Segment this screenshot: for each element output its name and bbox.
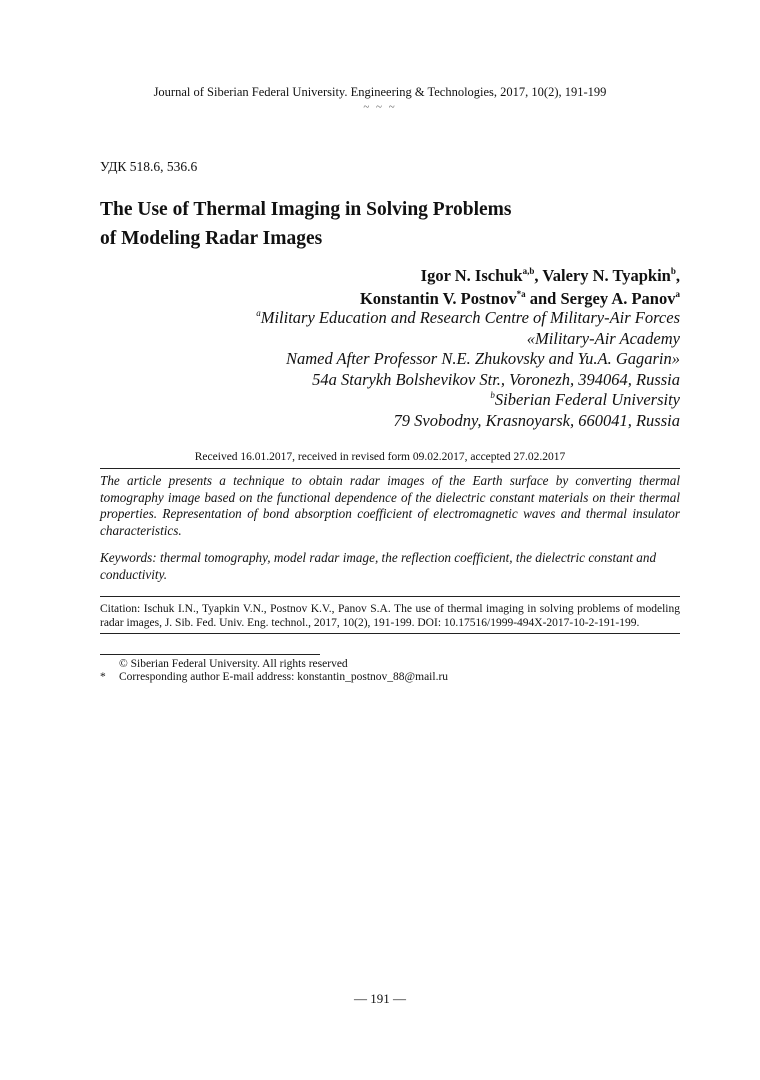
divider [100,468,680,469]
paper-title [100,195,660,253]
author-separator: , [675,266,680,285]
author-affil-mark: *a [516,288,526,299]
affiliation-text: Military Education and Research Centre of Military-Air Forces [260,308,680,327]
copyright-note: © Siberian Federal University. All rights reserved [119,658,348,670]
title-line-1: The Use of Thermal Imaging in Solving Problems [100,199,512,220]
corresponding-author-note [100,671,448,683]
affiliation-line: 54a Starykh Bolshevikov Str., Voronezh, 394064, Russia [312,369,680,389]
author-name: Konstantin V. Postnov [359,289,517,308]
page-number: — 191 — [354,991,406,1006]
abstract [100,473,680,539]
affiliation-mark: b [490,389,495,400]
authors-line-1 [360,264,680,287]
authors-block [360,264,680,310]
keywords: Keywords: thermal tomography, model radar image, the reflection coefficient, the dielectric constant and conductivity. [100,550,657,582]
affiliation-line [256,308,680,329]
affiliations-block [256,308,680,431]
author-affil-mark: b [670,265,676,276]
author-affil-mark: a,b [522,265,535,276]
title-line-2: of Modeling Radar Images [100,228,323,249]
footnote-marker: * [100,671,106,683]
author-affil-mark: a [675,288,680,299]
journal-header: Journal of Siberian Federal University. Engineering & Technologies, 2017, 10(2), 191-199 [153,85,607,99]
divider [100,633,680,634]
footnote-rule [100,654,320,655]
author-name: Valery N. Tyapkin [542,266,671,285]
citation: Citation: Ischuk I.N., Tyapkin V.N., Postnov K.V., Panov S.A. The use of thermal imaging in solving problems of modeling radar images, J. Sib. Fed. Univ. Eng. technol., 2017, 10(2), 191-199. DOI: 10.17516/1999-494X-2017-10-2-191-199. [100,603,680,629]
author-conjunction: and [525,289,561,308]
affiliation-text: Siberian Federal University [494,390,680,409]
authors-line-2 [360,287,680,310]
received-dates: Received 16.01.2017, received in revised form 09.02.2017, accepted 27.02.2017 [194,451,566,463]
affiliation-mark: a [256,307,261,318]
divider [100,596,680,597]
affiliation-line: Named After Professor N.E. Zhukovsky and Yu.A. Gagarin» [285,349,680,368]
affiliation-line [256,390,680,411]
affiliation-line: «Military-Air Academy [526,328,680,348]
abstract-text: The article presents a technique to obtain radar images of the Earth surface by converting thermal tomography image based on the functional dependence of the dielectric constant materials on their thermal properties. Representation of bond absorption coefficient of electromagnetic waves and thermal insulator characteristics. [100,473,680,538]
udk-code: УДК 518.6, 536.6 [100,159,198,174]
author-name: Sergey A. Panov [560,289,676,308]
corresponding-email: Corresponding author E-mail address: konstantin_postnov_88@mail.ru [119,671,449,683]
author-name: Igor N. Ischuk [420,266,523,285]
header-ornament: ~ ~ ~ [363,101,397,113]
author-separator: , [534,266,543,285]
affiliation-line: 79 Svobodny, Krasnoyarsk, 660041, Russia [393,410,680,430]
